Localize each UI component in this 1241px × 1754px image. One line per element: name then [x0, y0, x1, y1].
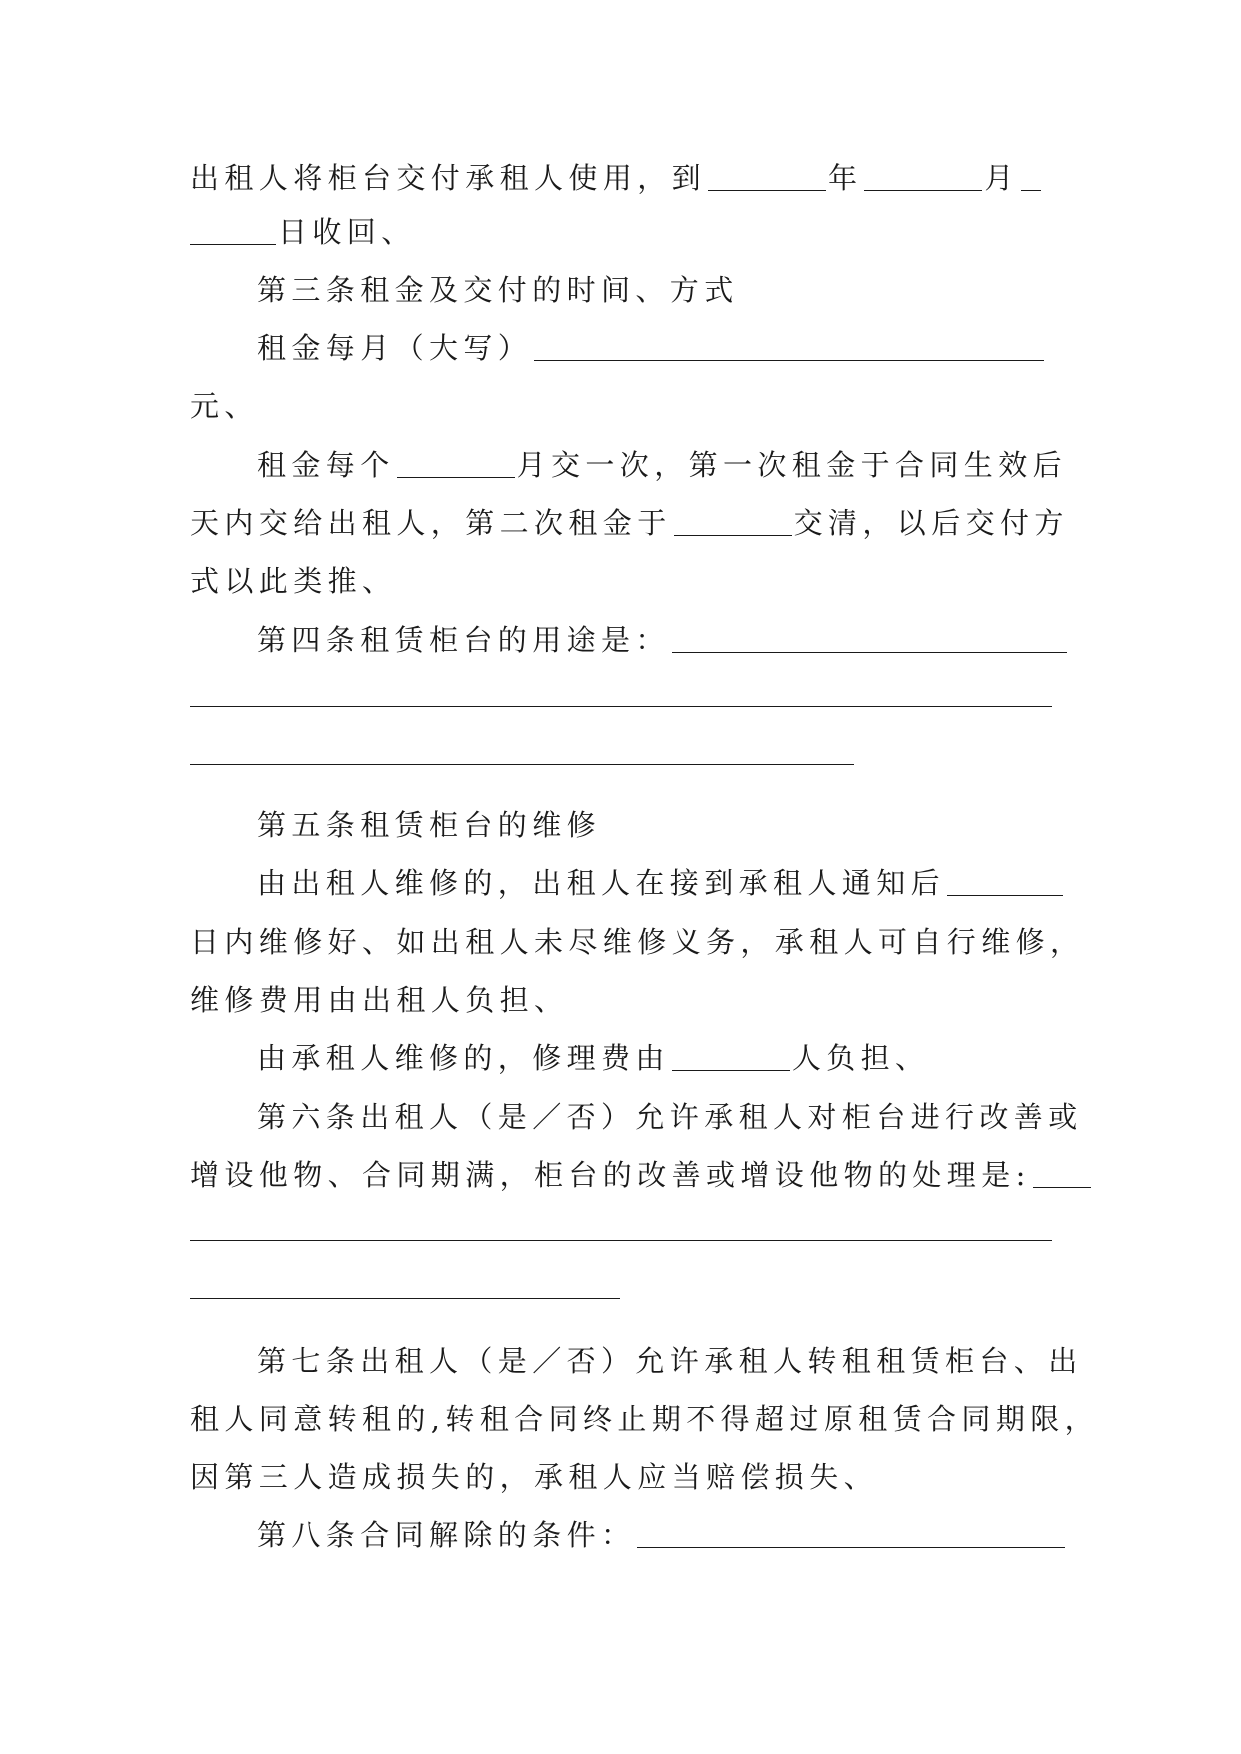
blank-field-improvement-line[interactable] [190, 1298, 620, 1299]
text-segment: 元、 [190, 389, 259, 423]
text-segment: 第六条出租人（是／否）允许承租人对柜台进行改善或 [257, 1100, 1083, 1134]
blank-field-day[interactable] [190, 210, 276, 245]
text-segment: 第八条合同解除的条件： [257, 1518, 636, 1552]
text-segment: 由出租人维修的，出租人在接到承租人通知后 [257, 866, 946, 900]
text-segment: 日内维修好、如出租人未尽维修义务，承租人可自行维修， [190, 925, 1085, 959]
text-line [190, 556, 396, 606]
text-line [190, 153, 1043, 203]
blank-field-months[interactable] [397, 443, 515, 478]
text-line [190, 917, 1084, 967]
blank-field-year[interactable] [708, 156, 826, 191]
text-segment: 租人同意转租的,转租合同终止期不得超过原租赁合同期限， [190, 1402, 1100, 1436]
text-line [257, 440, 1067, 490]
text-segment: 租金每月（大写） [257, 331, 533, 365]
blank-field-usage[interactable] [672, 618, 1067, 653]
blank-field-rent-amount[interactable] [534, 326, 1044, 361]
text-segment: 由承租人维修的，修理费由 [257, 1041, 670, 1075]
text-segment: 第五条租赁柜台的维修 [257, 808, 602, 842]
text-segment: 租金每个 [257, 448, 395, 482]
article-heading [257, 800, 601, 850]
text-line [257, 323, 1046, 373]
text-segment: 年 [828, 161, 863, 195]
text-line [190, 498, 1069, 548]
text-segment: 天内交给出租人，第二次租金于 [190, 506, 672, 540]
text-segment: 增设他物、合同期满，柜台的改善或增设他物的处理是: [190, 1158, 1031, 1192]
text-segment: 式以此类推、 [190, 564, 397, 598]
text-segment: 第七条出租人（是／否）允许承租人转租租赁柜台、出 [257, 1344, 1083, 1378]
article-heading [257, 1092, 1083, 1142]
text-line [190, 1452, 878, 1502]
blank-field-repair-payer[interactable] [672, 1036, 790, 1071]
text-segment: 人负担、 [791, 1041, 930, 1075]
text-segment: 因第三人造成损失的，承租人应当赔偿损失、 [190, 1460, 879, 1494]
text-segment: 第三条租金及交付的时间、方式 [257, 273, 739, 307]
article-heading [257, 615, 1069, 665]
blank-field-day-start[interactable] [1021, 156, 1041, 191]
text-segment: 日收回、 [278, 215, 416, 249]
text-segment: 月 [984, 161, 1019, 195]
blank-field-second-payment[interactable] [674, 501, 792, 536]
text-line [257, 1033, 929, 1083]
blank-field-repair-days[interactable] [947, 861, 1063, 896]
text-segment: 交清，以后交付方 [793, 506, 1069, 540]
text-segment: 第四条租赁柜台的用途是： [257, 623, 670, 657]
text-line [257, 858, 1065, 908]
text-line [190, 1150, 1093, 1200]
blank-field-improvement[interactable] [1033, 1153, 1091, 1188]
article-heading [257, 1510, 1067, 1560]
text-line [190, 381, 259, 431]
article-heading [257, 1336, 1083, 1386]
text-line [190, 975, 568, 1025]
blank-field-improvement-line[interactable] [190, 1240, 1052, 1241]
blank-field-usage-line[interactable] [190, 706, 1052, 707]
article-heading [257, 265, 739, 315]
text-segment: 维修费用由出租人负担、 [190, 983, 569, 1017]
text-segment: 月交一次，第一次租金于合同生效后 [516, 448, 1068, 482]
blank-field-month[interactable] [864, 156, 982, 191]
text-segment: 出租人将柜台交付承租人使用，到 [190, 161, 707, 195]
text-line [190, 207, 416, 257]
text-line [190, 1394, 1099, 1444]
blank-field-termination[interactable] [637, 1513, 1065, 1548]
blank-field-usage-line[interactable] [190, 764, 854, 765]
